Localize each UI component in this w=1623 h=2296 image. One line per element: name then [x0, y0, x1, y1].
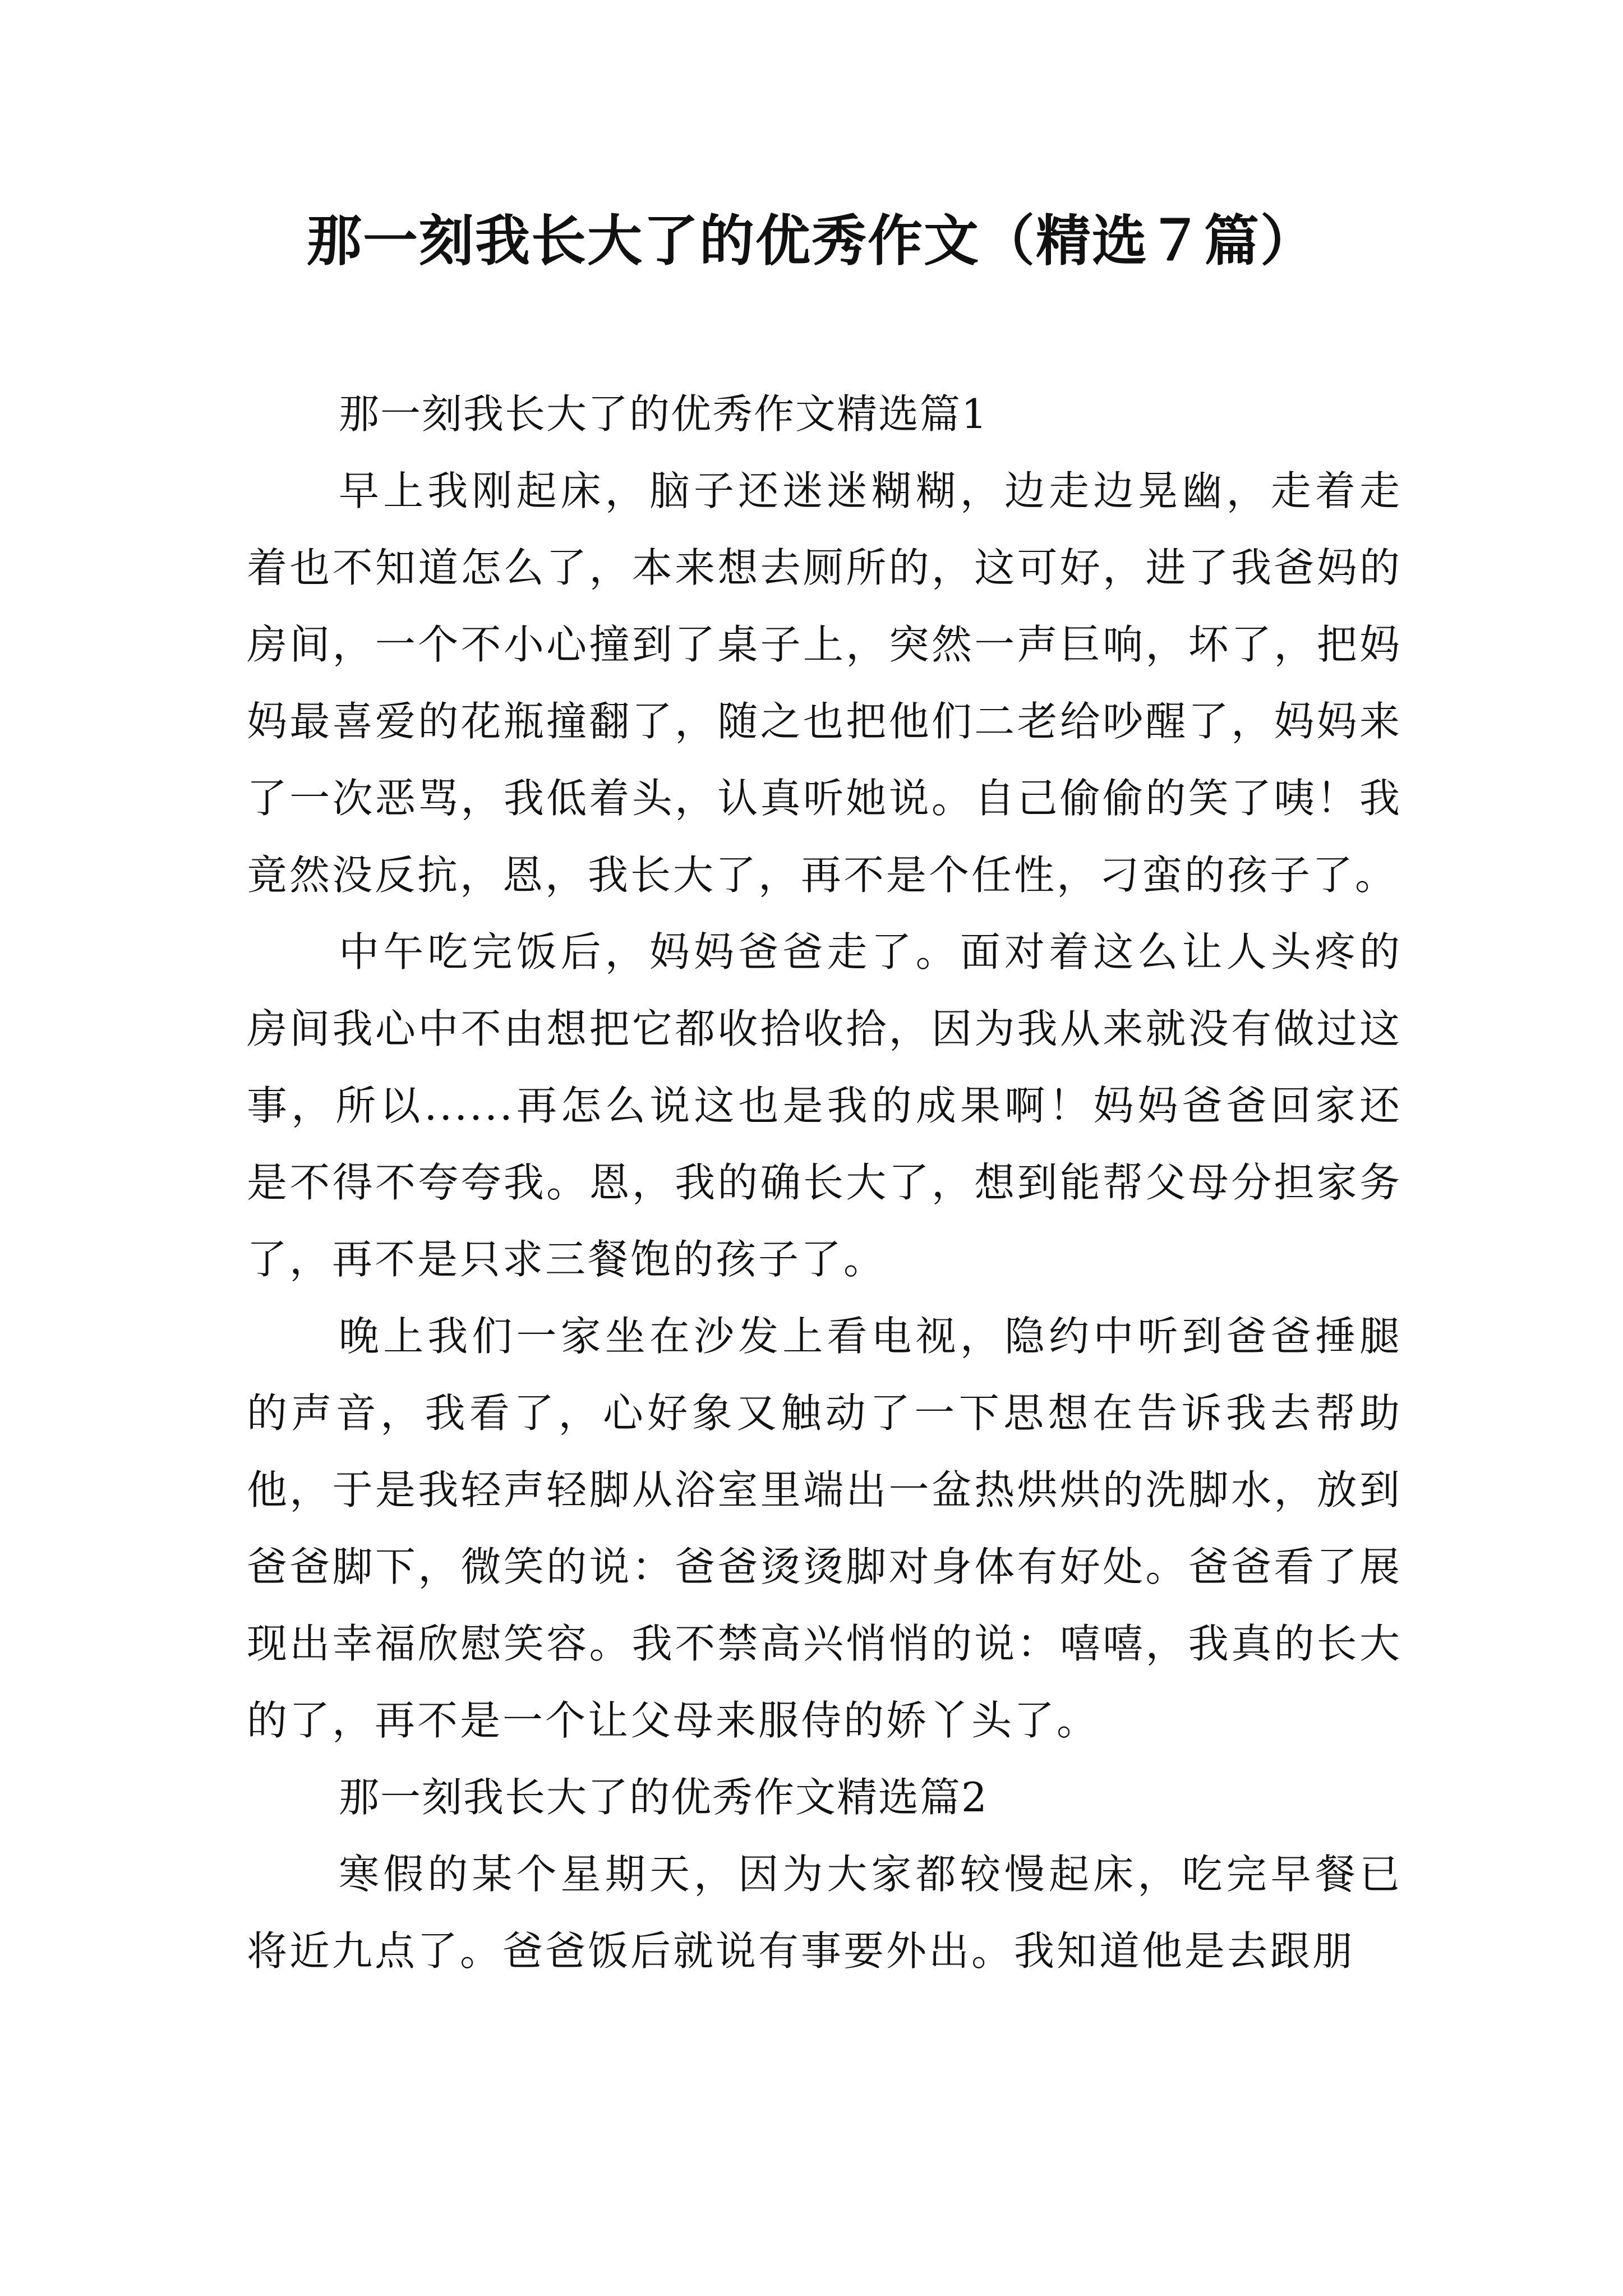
section-heading-2: 那一刻我长大了的优秀作文精选篇2	[339, 1774, 988, 1821]
paragraph: 早上我刚起床，脑子还迷迷糊糊，边走边晃幽，走着走着也不知道怎么了，本来想去厕所的，这可好，进了我爸妈的房间，一个不小心撞到了桌子上，突然一声巨响，坏了，把妈妈最喜爱的花瓶撞翻了，随之也把他们二老给吵醒了，妈妈来了一次恶骂，我低着头，认真听她说。自己偷偷的笑了咦！我竟然没反抗，恩，我长大了，再不是个任性，刁蛮的孩子了。	[247, 467, 1402, 899]
paragraph: 中午吃完饭后，妈妈爸爸走了。面对着这么让人头疼的房间我心中不由想把它都收拾收拾，因为我从来就没有做过这事，所以......再怎么说这也是我的成果啊！妈妈爸爸回家还是不得不夸夸我。恩，我的确长大了，想到能帮父母分担家务了，再不是只求三餐饱的孩子了。	[247, 928, 1402, 1283]
document-title: 那一刻我长大了的优秀作文（精选７篇）	[306, 209, 1316, 273]
document-body	[247, 376, 1402, 1990]
paragraph: 寒假的某个星期天，因为大家都较慢起床，吃完早餐已将近九点了。爸爸饭后就说有事要外出。我知道他是去跟朋	[247, 1851, 1402, 1975]
paragraph: 晚上我们一家坐在沙发上看电视，隐约中听到爸爸捶腿的声音，我看了，心好象又触动了一下思想在告诉我去帮助他，于是我轻声轻脚从浴室里端出一盆热烘烘的洗脚水，放到爸爸脚下，微笑的说：爸爸烫烫脚对身体有好处。爸爸看了展现出幸福欣慰笑容。我不禁高兴悄悄的说：嘻嘻，我真的长大的了，再不是一个让父母来服侍的娇丫头了。	[247, 1313, 1402, 1744]
section-heading-1: 那一刻我长大了的优秀作文精选篇1	[339, 390, 988, 438]
